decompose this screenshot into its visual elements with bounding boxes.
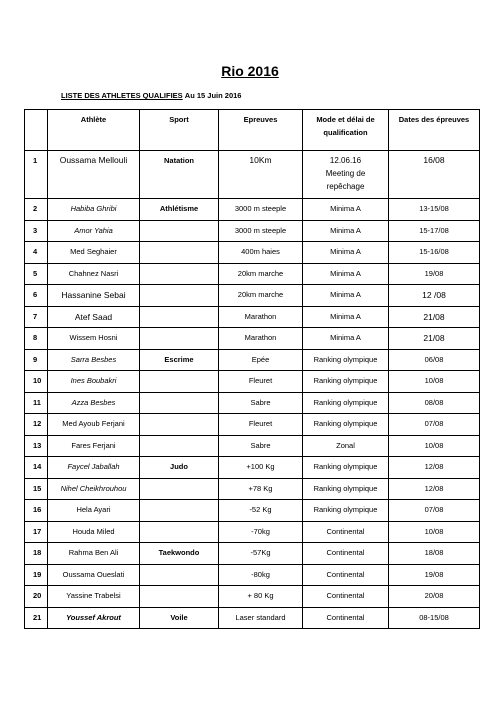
qualification-mode: Ranking olympique	[303, 371, 389, 393]
row-number: 19	[25, 564, 48, 586]
sport-name: Escrime	[140, 349, 219, 371]
athlete-name: Houda Miled	[48, 521, 140, 543]
sport-name	[140, 521, 219, 543]
qualification-mode: Ranking olympique	[303, 478, 389, 500]
table-row	[25, 543, 480, 565]
header-sport: Sport	[140, 110, 219, 151]
table-row	[25, 414, 480, 436]
row-number: 17	[25, 521, 48, 543]
mode-line: Meeting de	[325, 169, 366, 178]
subtitle	[61, 91, 241, 100]
event-name: Marathon	[219, 328, 303, 350]
event-name: 3000 m steeple	[219, 220, 303, 242]
sport-name	[140, 586, 219, 608]
sport-name: Taekwondo	[140, 543, 219, 565]
qualification-mode: Ranking olympique	[303, 349, 389, 371]
row-number: 21	[25, 607, 48, 629]
row-number: 2	[25, 199, 48, 221]
event-name: +100 Kg	[219, 457, 303, 479]
table-row	[25, 564, 480, 586]
row-number: 14	[25, 457, 48, 479]
table-row	[25, 285, 480, 307]
event-name: 10Km	[219, 151, 303, 199]
qualification-mode: Continental	[303, 543, 389, 565]
table-row	[25, 306, 480, 328]
row-number: 20	[25, 586, 48, 608]
mode-line: 12.06.16	[329, 156, 362, 165]
table-row	[25, 586, 480, 608]
event-name: +78 Kg	[219, 478, 303, 500]
event-name: 20km marche	[219, 285, 303, 307]
row-number: 13	[25, 435, 48, 457]
sport-name: Athlétisme	[140, 199, 219, 221]
athlete-name: Amor Yahia	[48, 220, 140, 242]
event-dates: 19/08	[389, 564, 480, 586]
athlete-name: Azza Besbes	[48, 392, 140, 414]
row-number: 16	[25, 500, 48, 522]
row-number: 9	[25, 349, 48, 371]
event-dates: 13-15/08	[389, 199, 480, 221]
header-dates: Dates des épreuves	[389, 110, 480, 151]
event-name: -57Kg	[219, 543, 303, 565]
qualification-mode: Continental	[303, 586, 389, 608]
list-label: LISTE DES ATHLETES QUALIFIES	[61, 91, 183, 100]
qualification-mode: Ranking olympique	[303, 392, 389, 414]
table-row	[25, 392, 480, 414]
table-row	[25, 349, 480, 371]
table-row	[25, 457, 480, 479]
event-dates: 19/08	[389, 263, 480, 285]
athlete-name: Oussama Mellouli	[48, 151, 140, 199]
event-dates: 12/08	[389, 478, 480, 500]
qualification-mode: Minima A	[303, 306, 389, 328]
athlete-name: Fares Ferjani	[48, 435, 140, 457]
event-dates: 10/08	[389, 521, 480, 543]
table-row	[25, 328, 480, 350]
qualification-mode: Ranking olympique	[303, 414, 389, 436]
event-dates: 07/08	[389, 414, 480, 436]
event-dates: 15-16/08	[389, 242, 480, 264]
event-name: Fleuret	[219, 414, 303, 436]
athlete-name: Nihel Cheikhrouhou	[48, 478, 140, 500]
athlete-name: Atef Saad	[48, 306, 140, 328]
row-number: 18	[25, 543, 48, 565]
athlete-name: Rahma Ben Ali	[48, 543, 140, 565]
header-epreuves: Epreuves	[219, 110, 303, 151]
table-row	[25, 263, 480, 285]
row-number: 3	[25, 220, 48, 242]
athlete-name: Med Seghaier	[48, 242, 140, 264]
sport-name	[140, 371, 219, 393]
event-dates: 07/08	[389, 500, 480, 522]
table-row	[25, 500, 480, 522]
row-number: 11	[25, 392, 48, 414]
event-name: Laser standard	[219, 607, 303, 629]
table-header-row	[25, 110, 480, 151]
athlete-name: Wissem Hosni	[48, 328, 140, 350]
athlete-name: Youssef Akrout	[48, 607, 140, 629]
qualification-mode: Zonal	[303, 435, 389, 457]
event-name: -80kg	[219, 564, 303, 586]
sport-name	[140, 220, 219, 242]
event-dates: 08/08	[389, 392, 480, 414]
qualification-mode: Continental	[303, 521, 389, 543]
sport-name	[140, 500, 219, 522]
event-name: 400m haies	[219, 242, 303, 264]
row-number: 7	[25, 306, 48, 328]
athlete-name: Sarra Besbes	[48, 349, 140, 371]
event-dates: 18/08	[389, 543, 480, 565]
event-dates: 08-15/08	[389, 607, 480, 629]
athlete-name: Hela Ayari	[48, 500, 140, 522]
athlete-name: Ines Boubakri	[48, 371, 140, 393]
event-name: Sabre	[219, 435, 303, 457]
row-number: 15	[25, 478, 48, 500]
sport-name	[140, 478, 219, 500]
athletes-table	[24, 109, 480, 629]
event-dates: 20/08	[389, 586, 480, 608]
qualification-mode: Minima A	[303, 220, 389, 242]
sport-name	[140, 392, 219, 414]
qualification-mode: Minima A	[303, 263, 389, 285]
athlete-name: Med Ayoub Ferjani	[48, 414, 140, 436]
table-row	[25, 478, 480, 500]
sport-name	[140, 328, 219, 350]
row-number: 6	[25, 285, 48, 307]
qualification-mode: Continental	[303, 564, 389, 586]
sport-name: Judo	[140, 457, 219, 479]
header-athlete: Athlète	[48, 110, 140, 151]
sport-name	[140, 564, 219, 586]
row-number: 12	[25, 414, 48, 436]
event-name: 3000 m steeple	[219, 199, 303, 221]
athlete-name: Hassanine Sebai	[48, 285, 140, 307]
table-row	[25, 607, 480, 629]
sport-name	[140, 306, 219, 328]
event-dates: 15-17/08	[389, 220, 480, 242]
qualification-mode: Ranking olympique	[303, 500, 389, 522]
table-row	[25, 435, 480, 457]
qualification-mode: Minima A	[303, 199, 389, 221]
event-name: + 80 Kg	[219, 586, 303, 608]
table-row	[25, 220, 480, 242]
row-number: 1	[25, 151, 48, 199]
table-row	[25, 199, 480, 221]
event-dates: 21/08	[389, 328, 480, 350]
sport-name: Voile	[140, 607, 219, 629]
athlete-name: Faycel Jaballah	[48, 457, 140, 479]
event-dates: 21/08	[389, 306, 480, 328]
event-name: -52 Kg	[219, 500, 303, 522]
table-row	[25, 242, 480, 264]
qualification-mode	[303, 151, 389, 199]
list-date: Au 15 Juin 2016	[184, 91, 242, 100]
qualification-mode: Continental	[303, 607, 389, 629]
row-number: 8	[25, 328, 48, 350]
event-dates: 16/08	[389, 151, 480, 199]
athlete-name: Yassine Trabelsi	[48, 586, 140, 608]
sport-name	[140, 414, 219, 436]
mode-line: repêchage	[326, 182, 365, 191]
event-dates: 10/08	[389, 371, 480, 393]
athlete-name: Habiba Ghribi	[48, 199, 140, 221]
row-number: 10	[25, 371, 48, 393]
qualification-mode: Minima A	[303, 242, 389, 264]
event-name: Sabre	[219, 392, 303, 414]
sport-name: Natation	[140, 151, 219, 199]
athlete-name: Chahnez Nasri	[48, 263, 140, 285]
table-row	[25, 151, 480, 199]
header-mode: Mode et délai de qualification	[303, 110, 389, 151]
event-dates: 12/08	[389, 457, 480, 479]
sport-name	[140, 285, 219, 307]
event-name: Fleuret	[219, 371, 303, 393]
event-name: -70kg	[219, 521, 303, 543]
page-title: Rio 2016	[221, 63, 279, 79]
table-row	[25, 521, 480, 543]
athlete-name: Oussama Oueslati	[48, 564, 140, 586]
table-row	[25, 371, 480, 393]
qualification-mode: Minima A	[303, 328, 389, 350]
sport-name	[140, 435, 219, 457]
row-number: 4	[25, 242, 48, 264]
row-number: 5	[25, 263, 48, 285]
header-num	[25, 110, 48, 151]
event-dates: 06/08	[389, 349, 480, 371]
sport-name	[140, 242, 219, 264]
qualification-mode: Minima A	[303, 285, 389, 307]
event-name: Epée	[219, 349, 303, 371]
event-dates: 12 /08	[389, 285, 480, 307]
sport-name	[140, 263, 219, 285]
event-name: Marathon	[219, 306, 303, 328]
event-dates: 10/08	[389, 435, 480, 457]
qualification-mode: Ranking olympique	[303, 457, 389, 479]
event-name: 20km marche	[219, 263, 303, 285]
